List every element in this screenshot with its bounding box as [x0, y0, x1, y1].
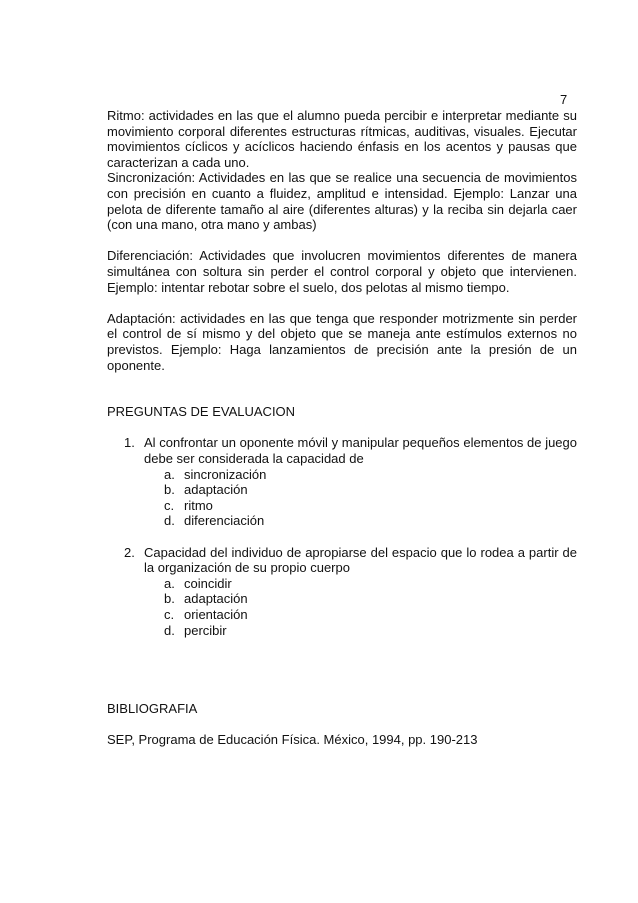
option-label: c.: [164, 607, 175, 622]
option-text: ritmo: [184, 497, 213, 513]
question-text: Capacidad del individuo de apropiarse del espacio que lo rodea a partir de la organización de su propio cuerpo: [144, 544, 577, 576]
option-item: [164, 498, 577, 514]
option-item: [164, 607, 577, 623]
page-number: 7: [560, 92, 568, 107]
option-label: c.: [164, 497, 175, 513]
question-item: [107, 435, 577, 529]
option-text: coincidir: [184, 575, 232, 591]
spacer: [107, 716, 577, 732]
option-item: [164, 591, 577, 607]
option-item: [164, 482, 577, 498]
paragraph-diferenciacion: Diferenciación: Actividades que involucren movimientos diferentes de manera simultánea con soltura sin perder el control corporal y objeto que intervienen. Ejemplo: intentar rebotar sobre el suelo, dos pelotas al mismo tiempo.: [107, 248, 577, 295]
question-list: [107, 435, 577, 638]
option-label: d.: [164, 513, 175, 529]
option-label: b.: [164, 591, 175, 607]
option-text: adaptación: [184, 591, 248, 607]
option-text: diferenciación: [184, 513, 265, 529]
question-number: 2.: [124, 544, 135, 560]
option-text: sincronización: [184, 466, 267, 482]
option-text: orientación: [184, 607, 248, 622]
paragraph-adaptacion: Adaptación: actividades en las que tenga que responder motrizmente sin perder el control de sí mismo y del objeto que se maneja ante estímulos externos no previstos. Ejemplo: Haga lanzamientos de precisión ante la presión de un oponente.: [107, 310, 577, 373]
spacer: [107, 420, 577, 436]
spacer: [107, 233, 577, 249]
evaluation-heading: PREGUNTAS DE EVALUACION: [107, 404, 296, 420]
spacer: [107, 654, 577, 670]
question-number: 1.: [124, 435, 135, 451]
page-content: [107, 108, 577, 747]
paragraph-sincronizacion: Sincronización: Actividades en las que se realice una secuencia de movimientos con precisión en cuanto a fluidez, amplitud e intensidad. Ejemplo: Lanzar una pelota de diferente tamaño al aire (diferentes alturas) y la reciba sin dejarla caer (con una mano, otra mano y ambas): [107, 170, 577, 233]
paragraph-ritmo: Ritmo: actividades en las que el alumno pueda percibir e interpretar mediante su movimiento corporal diferentes estructuras rítmicas, auditivas, visuales. Ejecutar movimientos cíclicos y acíclicos haciendo énfasis en los acentos y pausas que caracterizan a cada uno.: [107, 108, 577, 170]
question-text: Al confrontar un oponente móvil y manipular pequeños elementos de juego debe ser considerada la capacidad de: [144, 435, 577, 467]
bibliography-entry: SEP, Programa de Educación Física. México, 1994, pp. 190-213: [107, 731, 478, 747]
option-list: [144, 576, 577, 638]
option-text: adaptación: [184, 482, 248, 498]
option-list: [144, 467, 577, 529]
spacer: [107, 669, 577, 685]
bibliography-heading: BIBLIOGRAFIA: [107, 700, 198, 716]
option-item: [164, 623, 577, 639]
option-label: a.: [164, 575, 175, 591]
option-item: [164, 467, 577, 483]
spacer: [107, 295, 577, 311]
option-item: [164, 576, 577, 592]
option-item: [164, 513, 577, 529]
spacer: [107, 638, 577, 654]
option-label: a.: [164, 466, 175, 482]
spacer: [107, 529, 577, 545]
spacer: [107, 685, 577, 701]
question-item: [107, 545, 577, 639]
spacer: [107, 389, 577, 405]
option-label: b.: [164, 482, 175, 498]
option-text: percibir: [184, 622, 227, 638]
spacer: [107, 373, 577, 389]
option-label: d.: [164, 622, 175, 638]
